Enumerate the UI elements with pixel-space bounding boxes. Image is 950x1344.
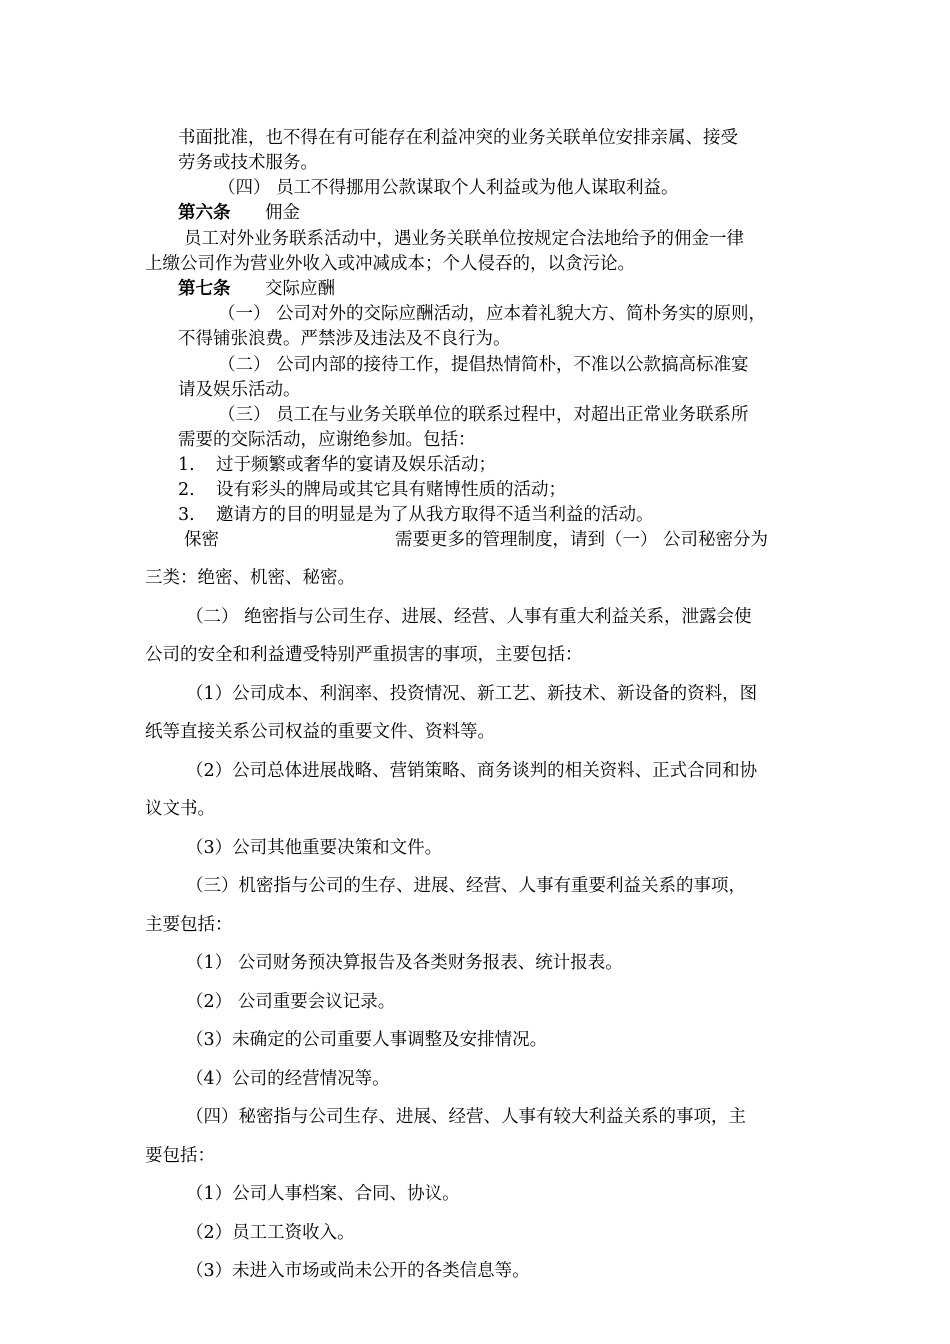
text-line: 员工对外业务联系活动中，遇业务关联单位按规定合法地给予的佣金一律 [184, 229, 744, 249]
article-number: 第七条 [178, 279, 231, 299]
article-number: 第六条 [178, 203, 231, 223]
text-line: （3）未进入市场或尚未公开的各类信息等。 [186, 1261, 530, 1281]
list-item: 设有彩头的牌局或其它具有赌博性质的活动； [216, 480, 566, 500]
text-line: （4）公司的经营情况等。 [186, 1069, 390, 1089]
text-line: （2）公司总体进展战略、营销策略、商务谈判的相关资料、正式合同和协 [186, 761, 758, 781]
article-title: 佣金 [265, 203, 300, 223]
text-line: （一） 公司对外的交际应酬活动，应本着礼貌大方、简朴务实的原则， [218, 304, 767, 324]
text-line: 需要的交际活动，应谢绝参加。包括： [178, 430, 476, 450]
article-title: 交际应酬 [265, 279, 335, 299]
text-line: 要包括： [145, 1146, 215, 1166]
text-line: （2） 公司重要会议记录。 [186, 992, 396, 1012]
text-line: 主要包括： [145, 915, 233, 935]
text-line: 三类：绝密、机密、秘密。 [145, 568, 355, 588]
list-item: 邀请方的目的明显是为了从我方取得不适当利益的活动。 [216, 505, 654, 525]
list-number: 3. [178, 505, 195, 525]
text-line: 劳务或技术服务。 [178, 153, 318, 173]
text-line: （1） 公司财务预决算报告及各类财务报表、统计报表。 [186, 953, 623, 973]
text-line: 纸等直接关系公司权益的重要文件、资料等。 [145, 722, 495, 742]
text-line: （2）员工工资收入。 [186, 1223, 355, 1243]
section-title: 保密 [184, 530, 219, 550]
text-line: （二） 绝密指与公司生存、进展、经营、人事有重大利益关系，泄露会使 [186, 607, 752, 627]
text-line: 公司的安全和利益遭受特别严重损害的事项，主要包括： [145, 645, 583, 665]
text-line: （3）公司其他重要决策和文件。 [186, 838, 443, 858]
text-line: （3）未确定的公司重要人事调整及安排情况。 [186, 1030, 548, 1050]
text-line: （三） 员工在与业务关联单位的联系过程中，对超出正常业务联系所 [218, 405, 749, 425]
list-item: 过于频繁或奢华的宴请及娱乐活动； [216, 455, 496, 475]
list-number: 2. [178, 480, 195, 500]
text-line: （四）秘密指与公司生存、进展、经营、人事有较大利益关系的事项，主 [186, 1107, 746, 1127]
text-line: （四） 员工不得挪用公款谋取个人利益或为他人谋取利益。 [218, 178, 679, 198]
text-line: 不得铺张浪费。严禁涉及违法及不良行为。 [178, 329, 511, 349]
text-line: （三）机密指与公司的生存、进展、经营、人事有重要利益关系的事项， [186, 876, 746, 896]
text-line: （1）公司成本、利润率、投资情况、新工艺、新技术、新设备的资料，图 [186, 684, 758, 704]
list-number: 1. [178, 455, 195, 475]
text-line: （1）公司人事档案、合同、协议。 [186, 1184, 460, 1204]
text-line: 需要更多的管理制度，请到（一） 公司秘密分为 [395, 530, 769, 550]
text-line: 议文书。 [145, 799, 215, 819]
text-line: 书面批准，也不得在有可能存在利益冲突的业务关联单位安排亲属、接受 [178, 128, 738, 148]
text-line: （二） 公司内部的接待工作，提倡热情简朴，不准以公款搞高标准宴 [218, 355, 749, 375]
text-line: 请及娱乐活动。 [178, 380, 301, 400]
text-line: 上缴公司作为营业外收入或冲减成本；个人侵吞的，以贪污论。 [145, 254, 635, 274]
